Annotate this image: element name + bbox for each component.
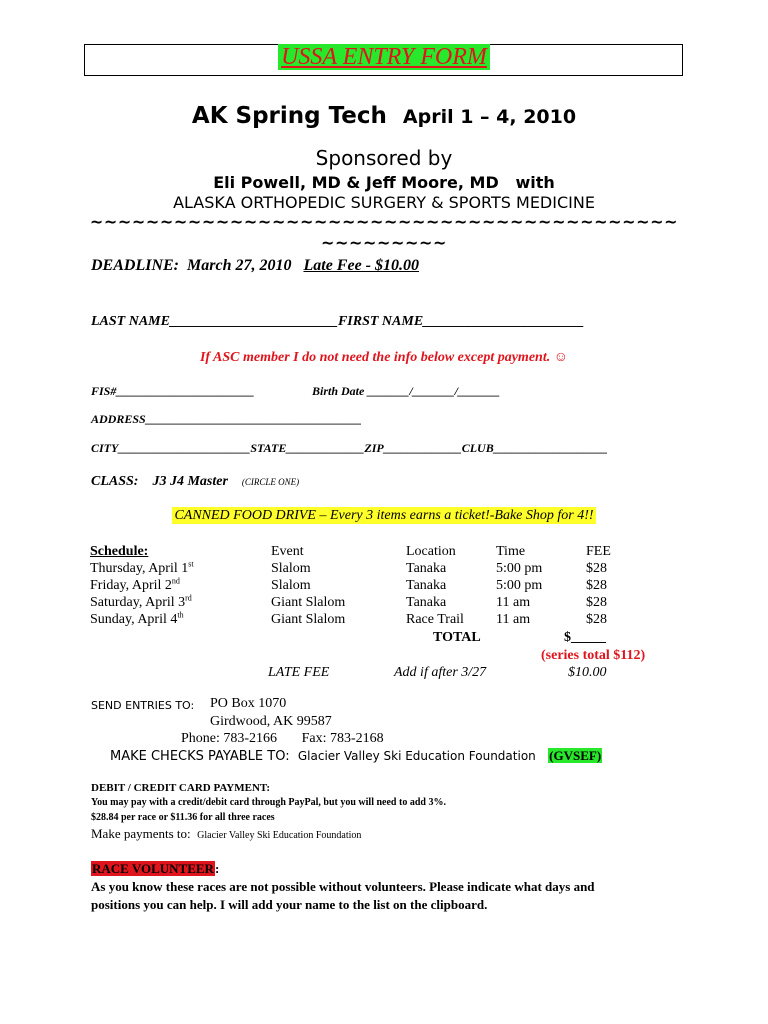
checks-label: MAKE CHECKS PAYABLE TO: xyxy=(110,749,290,764)
fis-label: FIS# xyxy=(91,384,117,398)
schedule-time: 11 am xyxy=(496,595,531,610)
city-field[interactable]: ______________________ xyxy=(118,441,251,455)
event-heading xyxy=(0,103,768,129)
schedule-header-fee: FEE xyxy=(586,544,611,559)
gvsef-badge: (GVSEF) xyxy=(549,748,602,763)
first-name-label: FIRST NAME xyxy=(337,314,424,329)
total-label: TOTAL xyxy=(433,630,481,645)
food-drive: CANNED FOOD DRIVE – Every 3 items earns a ticket!-Bake Shop for 4!! xyxy=(174,508,594,523)
schedule-location: Race Trail xyxy=(406,612,464,627)
state-label: STATE xyxy=(250,441,287,455)
name-line xyxy=(91,314,584,330)
birth-date-line xyxy=(312,384,500,399)
series-total: (series total $112) xyxy=(541,648,646,663)
deadline-line xyxy=(91,257,419,275)
late-fee-note: Add if after 3/27 xyxy=(394,665,487,680)
tilde-line-2: ~~~~~~~~~ xyxy=(320,233,448,252)
address-line xyxy=(91,412,362,427)
schedule-row xyxy=(90,577,646,594)
phone-line xyxy=(181,731,384,747)
schedule-day: Friday, April 2nd xyxy=(90,576,180,593)
fax: Fax: 783-2168 xyxy=(301,731,384,746)
schedule-day: Thursday, April 1st xyxy=(90,559,194,576)
sponsors-with: with xyxy=(515,173,555,192)
deadline-label: DEADLINE: xyxy=(91,257,180,274)
schedule-fee: $28 xyxy=(586,561,607,576)
phone: Phone: 783-2166 xyxy=(181,731,278,746)
send-entries-label: SEND ENTRIES TO: xyxy=(91,699,195,712)
send-address-2: Girdwood, AK 99587 xyxy=(210,714,332,729)
schedule-header-time: Time xyxy=(496,544,526,559)
state-field[interactable]: _____________ xyxy=(286,441,365,455)
late-fee-amount: $10.00 xyxy=(568,665,607,680)
address-label: ADDRESS xyxy=(91,412,146,426)
form-title xyxy=(0,44,768,71)
fis-line xyxy=(91,384,254,399)
address-field[interactable]: ____________________________________ xyxy=(145,412,362,426)
fis-field[interactable]: _______________________ xyxy=(116,384,255,398)
schedule-event: Giant Slalom xyxy=(271,595,346,610)
checks-payee: Glacier Valley Ski Education Foundation xyxy=(297,749,536,763)
schedule-day: Sunday, April 4th xyxy=(90,610,184,627)
event-dates: April 1 – 4, 2010 xyxy=(402,106,577,128)
late-fee: Late Fee - $10.00 xyxy=(303,257,419,274)
asc-note: If ASC member I do not need the info below except payment. ☺ xyxy=(199,350,569,365)
tilde-line-1: ~~~~~~~~~~~~~~~~~~~~~~~~~~~~~~~~~~~~~~~~~~ xyxy=(89,212,679,231)
send-address-1: PO Box 1070 xyxy=(210,696,287,711)
schedule-header-location: Location xyxy=(406,544,456,559)
schedule-fee: $28 xyxy=(586,612,607,627)
first-name-field[interactable]: _______________________ xyxy=(423,314,585,329)
schedule-row xyxy=(90,594,646,611)
checks-line xyxy=(110,748,602,764)
city-line xyxy=(91,441,608,456)
last-name-label: LAST NAME xyxy=(91,314,170,329)
volunteer-heading: RACE VOLUNTEER xyxy=(92,861,214,876)
sponsored-by: Sponsored by xyxy=(315,146,453,170)
schedule-location: Tanaka xyxy=(406,578,447,593)
food-drive-wrap xyxy=(0,508,768,524)
payment-line-2: $28.84 per race or $11.36 for all three races xyxy=(91,812,275,823)
schedule-table xyxy=(90,543,646,628)
circle-one: (CIRCLE ONE) xyxy=(241,477,300,487)
sponsors-line xyxy=(0,173,768,192)
make-payments-label: Make payments to: xyxy=(91,826,191,841)
event-name: AK Spring Tech xyxy=(191,103,387,129)
schedule-time: 5:00 pm xyxy=(496,578,543,593)
schedule-header-schedule: Schedule: xyxy=(90,544,149,559)
schedule-time: 5:00 pm xyxy=(496,561,543,576)
schedule-time: 11 am xyxy=(496,612,531,627)
total-value[interactable]: $_____ xyxy=(564,630,606,645)
schedule-header-row xyxy=(90,543,646,560)
volunteer-line-1: As you know these races are not possible without volunteers. Please indicate what days and xyxy=(91,879,595,894)
payment-line-1: You may pay with a credit/debit card through PayPal, but you will need to add 3%. xyxy=(91,797,446,808)
class-label: CLASS: xyxy=(91,474,139,489)
schedule-header-event: Event xyxy=(271,544,304,559)
class-line xyxy=(91,474,299,490)
payment-heading: DEBIT / CREDIT CARD PAYMENT: xyxy=(91,782,271,794)
birth-date-label: Birth Date xyxy=(312,384,365,398)
make-payments-line xyxy=(91,826,361,842)
volunteer-line-2: positions you can help. I will add your name to the list on the clipboard. xyxy=(91,897,488,912)
volunteer-colon: : xyxy=(214,861,220,876)
schedule-row xyxy=(90,560,646,577)
schedule-day: Saturday, April 3rd xyxy=(90,593,192,610)
organization: ALASKA ORTHOPEDIC SURGERY & SPORTS MEDICINE xyxy=(173,193,595,212)
schedule-location: Tanaka xyxy=(406,561,447,576)
birth-date-field[interactable]: _______/_______/_______ xyxy=(367,384,501,398)
late-fee-label: LATE FEE xyxy=(268,665,330,680)
class-options[interactable]: J3 J4 Master xyxy=(152,474,228,489)
city-label: CITY xyxy=(91,441,119,455)
schedule-fee: $28 xyxy=(586,595,607,610)
make-payments-to: Glacier Valley Ski Education Foundation xyxy=(197,830,362,841)
schedule-location: Tanaka xyxy=(406,595,447,610)
schedule-event: Slalom xyxy=(271,578,311,593)
zip-label: ZIP xyxy=(364,441,384,455)
schedule-row xyxy=(90,611,646,628)
schedule-event: Giant Slalom xyxy=(271,612,346,627)
zip-field[interactable]: _____________ xyxy=(383,441,462,455)
club-label: CLUB xyxy=(461,441,494,455)
form-title-text: USSA ENTRY FORM xyxy=(278,44,490,70)
sponsors: Eli Powell, MD & Jeff Moore, MD xyxy=(213,173,499,192)
deadline-date: March 27, 2010 xyxy=(187,257,292,274)
volunteer-heading-line xyxy=(91,861,219,877)
club-field[interactable]: ___________________ xyxy=(493,441,608,455)
last-name-field[interactable]: ________________________ xyxy=(169,314,338,329)
schedule-fee: $28 xyxy=(586,578,607,593)
schedule-event: Slalom xyxy=(271,561,311,576)
